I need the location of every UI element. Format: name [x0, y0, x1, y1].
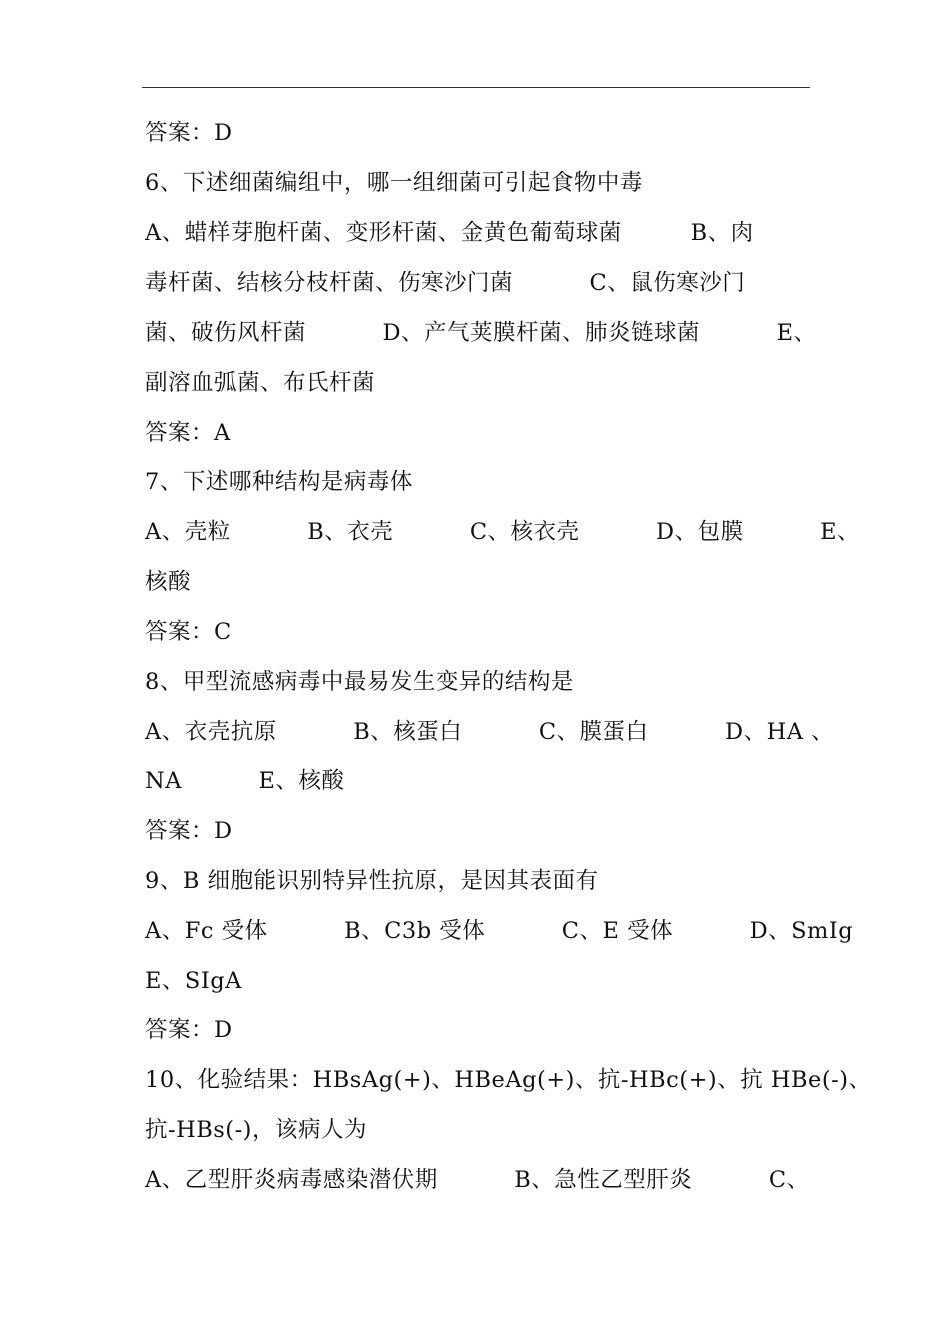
answer-line: 答案：D: [145, 818, 233, 844]
question-9-options-line-2: E、SIgA: [145, 968, 242, 994]
question-6-options-line-2: 毒杆菌、结核分枝杆菌、伤寒沙门菌 C、鼠伤寒沙门: [145, 270, 746, 296]
question-6-options-line-3: 菌、破伤风杆菌 D、产气荚膜杆菌、肺炎链球菌 E、: [145, 320, 817, 346]
question-9: 9、B 细胞能识别特异性抗原，是因其表面有: [145, 868, 599, 894]
question-6: 6、下述细菌编组中，哪一组细菌可引起食物中毒: [145, 170, 643, 196]
question-7: 7、下述哪种结构是病毒体: [145, 469, 413, 495]
question-10-line-2: 抗-HBs(-)，该病人为: [145, 1117, 367, 1143]
question-10: 10、化验结果：HBsAg(+)、HBeAg(+)、抗-HBc(+)、抗 HBe(-)、: [145, 1067, 872, 1093]
question-9-options-line-1: A、Fc 受体 B、C3b 受体 C、E 受体 D、SmIg: [145, 918, 854, 944]
header-rule: [142, 87, 810, 88]
answer-line: 答案：C: [145, 619, 232, 645]
question-8-options-line-1: A、衣壳抗原 B、核蛋白 C、膜蛋白 D、HA 、: [145, 719, 835, 745]
answer-line: 答案：D: [145, 1017, 233, 1043]
answer-line: 答案：D: [145, 120, 233, 146]
question-6-options-line-4: 副溶血弧菌、布氏杆菌: [145, 370, 376, 396]
question-7-options-line-1: A、壳粒 B、衣壳 C、核衣壳 D、包膜 E、: [145, 519, 861, 545]
question-6-options-line-1: A、蜡样芽胞杆菌、变形杆菌、金黄色葡萄球菌 B、肉: [145, 220, 754, 246]
question-7-options-line-2: 核酸: [145, 569, 192, 595]
answer-line: 答案：A: [145, 420, 231, 446]
question-8: 8、甲型流感病毒中最易发生变异的结构是: [145, 669, 574, 695]
question-10-options-line-1: A、乙型肝炎病毒感染潜伏期 B、急性乙型肝炎 C、: [145, 1167, 810, 1193]
question-8-options-line-2: NA E、核酸: [145, 768, 345, 794]
